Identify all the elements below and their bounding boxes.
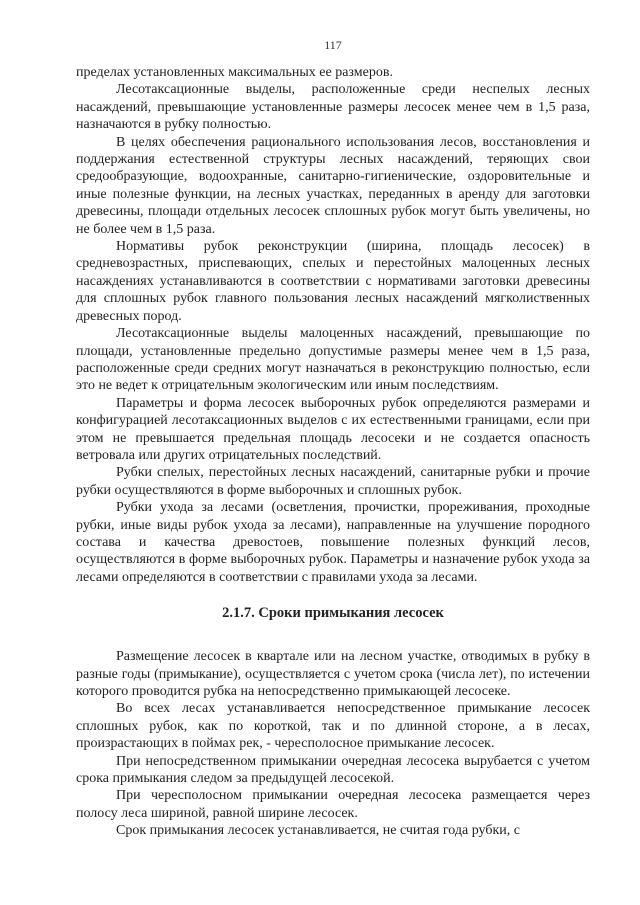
paragraph: Рубки спелых, перестойных лесных насаждений, санитарные рубки и прочие рубки осуществляются в форме выборочных и сплошных рубок. bbox=[76, 465, 590, 498]
paragraph: При чересполосном примыкании очередная лесосека размещается через полосу леса шириной, равной ширине лесосек. bbox=[76, 788, 590, 821]
paragraph: При непосредственном примыкании очередная лесосека вырубается с учетом срока примыкания следом за предыдущей лесосекой. bbox=[76, 753, 590, 787]
paragraph: Параметры и форма лесосек выборочных рубок определяются размерами и конфигурацией лесотаксационных выделов с их естественными границами, если при этом не превышается предельная площадь лесосеки и не создается опасность ветровала или других отрицательных последствий. bbox=[76, 395, 590, 463]
paragraph: Лесотаксационные выделы малоценных насаждений, превышающие по площади, установленные предельно допустимые размеры менее чем в 1,5 раза, расположенные среди средних могут назначаться в реконструкцию полностью, если это не ведет к отрицательным экологическим или иным последствиям. bbox=[76, 326, 590, 394]
paragraph: Во всех лесах устанавливается непосредственное примыкание лесосек сплошных рубок, как по короткой, так и по длинной стороне, а в лесах, произрастающих в поймах рек, - чересполосное примыкание лесосек. bbox=[76, 701, 590, 752]
paragraph: Лесотаксационные выделы, расположенные среди неспелых лесных насаждений, превышающие установленные размеры лесосек менее чем в 1,5 раза, назначаются в рубку полностью. bbox=[76, 82, 590, 133]
paragraph: Срок примыкания лесосек устанавливается, не считая года рубки, с bbox=[116, 823, 520, 839]
paragraph: Рубки ухода за лесами (осветления, прочистки, прореживания, проходные рубки, иные виды рубок ухода за лесами), направленные на улучшение породного состава и качества древостоев, повышение полезных функций лесов, осуществляются в форме выборочных рубок. Параметры и назначение рубок ухода за лесами определяются в соответствии с правилами ухода за лесами. bbox=[76, 500, 590, 585]
paragraph: Нормативы рубок реконструкции (ширина, площадь лесосек) в средневозрастных, приспевающих, спелых и перестойных малоценных лесных насаждениях устанавливаются в соответствии с нормативами заготовки древесины для сплошных рубок главного пользования лесных насаждений мягколиственных древесных пород. bbox=[76, 239, 590, 324]
paragraph: пределах установленных максимальных ее размеров. bbox=[76, 65, 393, 80]
document-page bbox=[76, 38, 590, 840]
paragraph: В целях обеспечения рационального использования лесов, восстановления и поддержания естественной структуры лесных насаждений, теряющих свои средообразующие, водоохранные, санитарно-гигиенические, оздоровительные и иные полезные функции, на лесных участках, переданных в аренду для заготовки древесины, площади отдельных лесосек сплошных рубок могут быть увеличены, но не более чем в 1,5 раза. bbox=[76, 134, 590, 237]
page-number: 117 bbox=[324, 38, 342, 52]
paragraph: Размещение лесосек в квартале или на лесном участке, отводимых в рубку в разные годы (примыкание), осуществляется с учетом срока (числа лет), по истечении которого проводится рубка на непосредственно примыкающей лесосеке. bbox=[76, 649, 590, 699]
section-heading: 2.1.7. Сроки примыкания лесосек bbox=[222, 605, 444, 622]
